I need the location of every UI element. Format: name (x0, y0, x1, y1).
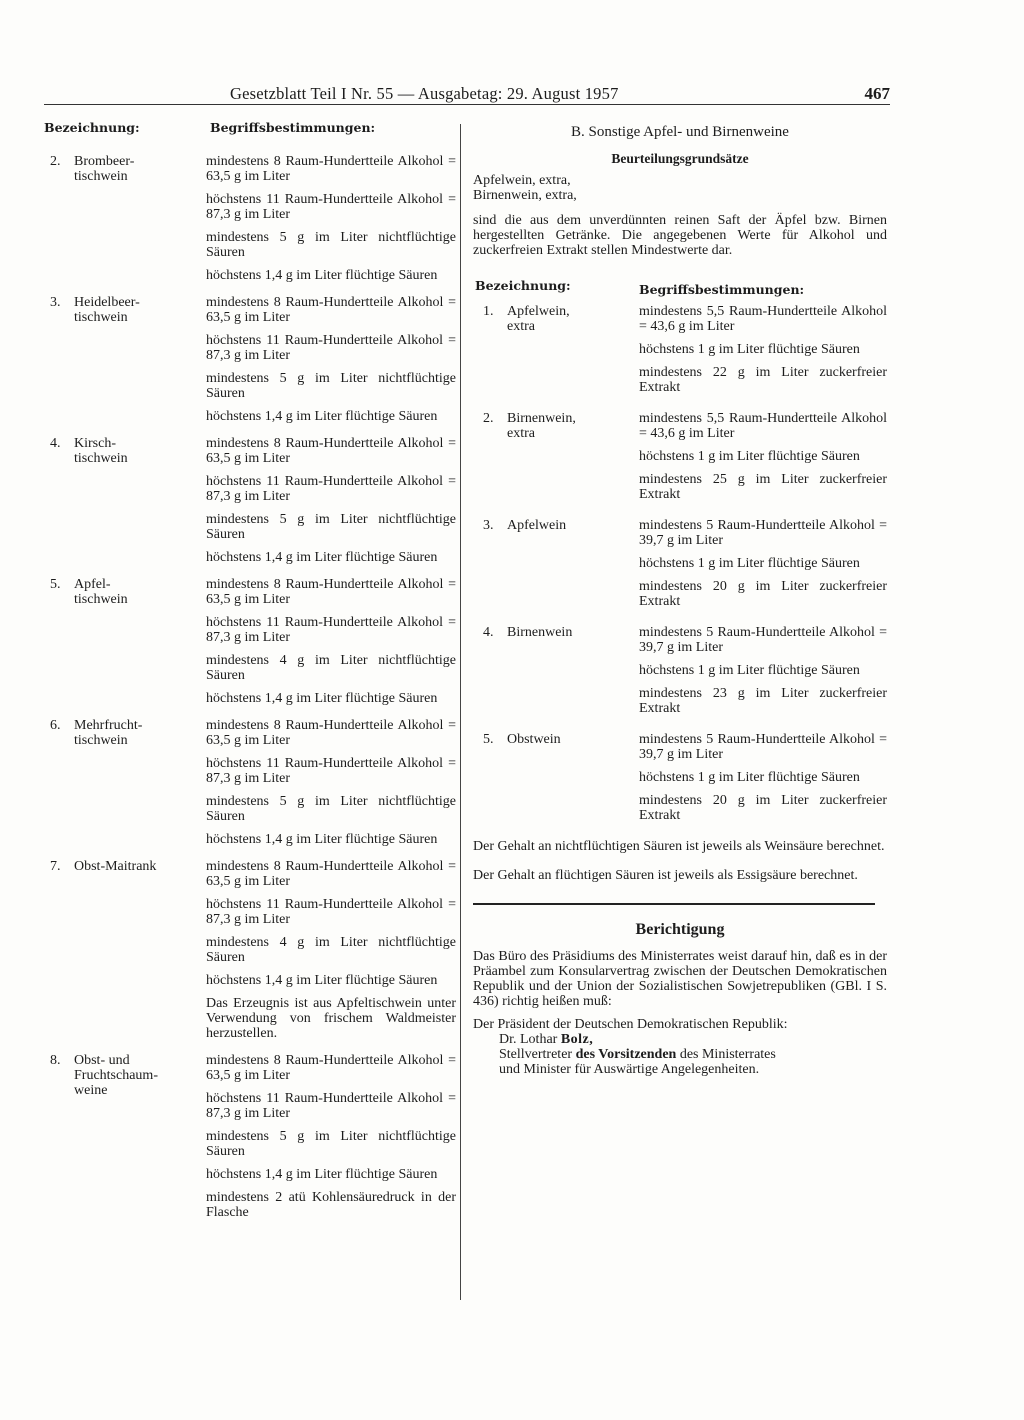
definition-line: mindestens 5 Raum-Hundertteile Alkohol = 39,7 g im Liter (639, 732, 887, 762)
definition-line: höchstens 1 g im Liter flüchtige Säuren (639, 556, 860, 571)
entry-item (44, 859, 456, 1041)
intro-line-1: Apfelwein, extra, (473, 173, 571, 188)
entry-name: Apfel- tischwein (74, 577, 128, 607)
entry-definitions (639, 304, 887, 395)
definition-line: höchstens 1 g im Liter flüchtige Säuren (639, 342, 860, 357)
entry-number: 2. (483, 411, 494, 426)
definition-line: höchstens 11 Raum-Hundertteile Alkohol = 87,3 g im Liter (206, 1091, 456, 1121)
entry-item (44, 436, 456, 565)
role-after: des Ministerrates (679, 1047, 776, 1062)
entry-name: Obstwein (507, 732, 561, 747)
definition-line: höchstens 11 Raum-Hundertteile Alkohol = 87,3 g im Liter (206, 897, 456, 927)
right-column (473, 124, 887, 1077)
definition-line: mindestens 8 Raum-Hundertteile Alkohol = 63,5 g im Liter (206, 859, 456, 889)
definition-line: mindestens 5 Raum-Hundertteile Alkohol = 39,7 g im Liter (639, 518, 887, 548)
definition-line: mindestens 8 Raum-Hundertteile Alkohol = 63,5 g im Liter (206, 718, 456, 748)
definition-line: mindestens 2 atü Kohlensäuredruck in der Flasche (206, 1190, 456, 1220)
definition-line: höchstens 1 g im Liter flüchtige Säuren (639, 449, 860, 464)
entry-number: 5. (483, 732, 494, 747)
entry-definitions (206, 295, 456, 424)
definition-line: mindestens 22 g im Liter zuckerfreier Extrakt (639, 365, 887, 395)
definition-line: mindestens 5 g im Liter nichtflüchtige Säuren (206, 1129, 456, 1159)
entry-definitions (639, 518, 887, 609)
definition-line: mindestens 8 Raum-Hundertteile Alkohol = 63,5 g im Liter (206, 1053, 456, 1083)
entry-definitions (639, 732, 887, 823)
heading-bezeichnung-right: Bezeichnung: (475, 278, 571, 293)
definition-line: höchstens 1,4 g im Liter flüchtige Säuren (206, 550, 438, 565)
entry-item (44, 1053, 456, 1220)
entry-name: Brombeer- tischwein (74, 154, 135, 184)
entry-number: 5. (50, 577, 61, 592)
entry-definitions (206, 577, 456, 706)
note-nichtfluechtige: Der Gehalt an nichtflüchtigen Säuren ist jeweils als Weinsäure berechnet. (473, 839, 885, 854)
definition-line: mindestens 20 g im Liter zuckerfreier Extrakt (639, 793, 887, 823)
right-column-headings (473, 274, 887, 304)
definition-line: mindestens 25 g im Liter zuckerfreier Extrakt (639, 472, 887, 502)
definition-line: höchstens 1,4 g im Liter flüchtige Säuren (206, 409, 438, 424)
entry-name: Heidelbeer- tischwein (74, 295, 140, 325)
entry-name: Obst-Maitrank (74, 859, 157, 874)
page-number: 467 (864, 84, 890, 103)
entry-item (473, 411, 887, 502)
entry-number: 3. (50, 295, 61, 310)
entry-name: Birnenwein (507, 625, 573, 640)
section-divider (473, 903, 875, 905)
entry-name: Birnenwein, extra (507, 411, 576, 441)
entry-number: 8. (50, 1053, 61, 1068)
entry-item (44, 577, 456, 706)
signatory-name (473, 1032, 887, 1047)
entry-number: 4. (483, 625, 494, 640)
definition-line: höchstens 1,4 g im Liter flüchtige Säuren (206, 1167, 438, 1182)
praesident-line: Der Präsident der Deutschen Demokratischen Republik: (473, 1017, 788, 1032)
entry-name: Apfelwein, extra (507, 304, 570, 334)
entry-item (44, 154, 456, 283)
definition-line: mindestens 5,5 Raum-Hundertteile Alkohol = 43,6 g im Liter (639, 411, 887, 441)
heading-bezeichnung: Bezeichnung: (44, 120, 140, 135)
signatory-surname: Bolz, (560, 1032, 594, 1047)
entry-number: 3. (483, 518, 494, 533)
header-rule (44, 104, 890, 105)
signatory-name-prefix: Dr. Lothar (499, 1032, 558, 1047)
entry-item (473, 625, 887, 716)
role-before: Stellvertreter (499, 1047, 573, 1062)
left-entry-list (44, 154, 456, 1220)
entry-number: 2. (50, 154, 61, 169)
definition-line: mindestens 5,5 Raum-Hundertteile Alkohol = 43,6 g im Liter (639, 304, 887, 334)
entry-name: Apfelwein (507, 518, 567, 533)
definition-line: mindestens 23 g im Liter zuckerfreier Extrakt (639, 686, 887, 716)
definition-line: mindestens 4 g im Liter nichtflüchtige Säuren (206, 935, 456, 965)
entry-definitions (206, 1053, 456, 1220)
left-column-headings (44, 112, 456, 134)
definition-line: mindestens 5 Raum-Hundertteile Alkohol = 39,7 g im Liter (639, 625, 887, 655)
definition-line: höchstens 11 Raum-Hundertteile Alkohol = 87,3 g im Liter (206, 756, 456, 786)
intro-text: sind die aus dem unverdünnten reinen Saft der Äpfel bzw. Birnen hergestellten Getränke. Die angegebenen Werte für Alkohol und zuckerfreien Extrakt stellen Mindestwerte dar. (473, 213, 887, 258)
entry-name: Obst- und Fruchtschaum- weine (74, 1053, 158, 1098)
entry-definitions (206, 859, 456, 1041)
header-title: Gesetzblatt Teil I Nr. 55 — Ausgabetag: 29. August 1957 (230, 84, 619, 103)
entry-definitions (639, 625, 887, 716)
entry-number: 4. (50, 436, 61, 451)
definition-line: mindestens 8 Raum-Hundertteile Alkohol = 63,5 g im Liter (206, 436, 456, 466)
page-header (44, 80, 890, 106)
definition-line: höchstens 1 g im Liter flüchtige Säuren (639, 663, 860, 678)
definition-line: höchstens 11 Raum-Hundertteile Alkohol = 87,3 g im Liter (206, 192, 456, 222)
entry-definitions (206, 154, 456, 283)
subheading: Beurteilungsgrundsätze (611, 151, 749, 166)
berichtigung-title: Berichtigung (635, 921, 725, 938)
definition-line: mindestens 20 g im Liter zuckerfreier Extrakt (639, 579, 887, 609)
definition-line: mindestens 8 Raum-Hundertteile Alkohol = 63,5 g im Liter (206, 577, 456, 607)
entry-number: 6. (50, 718, 61, 733)
definition-line: mindestens 4 g im Liter nichtflüchtige Säuren (206, 653, 456, 683)
entry-definitions (639, 411, 887, 502)
heading-begriffsbestimmungen: Begriffsbestimmungen: (210, 120, 376, 135)
column-divider (460, 124, 461, 1300)
signatory-role-line2: und Minister für Auswärtige Angelegenheiten. (499, 1062, 760, 1077)
definition-line: mindestens 5 g im Liter nichtflüchtige Säuren (206, 230, 456, 260)
intro-line-2: Birnenwein, extra, (473, 188, 577, 203)
entry-name: Kirsch- tischwein (74, 436, 128, 466)
entry-item (473, 518, 887, 609)
definition-line: höchstens 1,4 g im Liter flüchtige Säuren (206, 691, 438, 706)
definition-line: mindestens 8 Raum-Hundertteile Alkohol = 63,5 g im Liter (206, 295, 456, 325)
section-title: B. Sonstige Apfel- und Birnenweine (571, 124, 789, 140)
definition-line: mindestens 8 Raum-Hundertteile Alkohol = 63,5 g im Liter (206, 154, 456, 184)
entry-item (473, 732, 887, 823)
role-bold: des Vorsitzenden (575, 1047, 677, 1062)
definition-line: höchstens 1,4 g im Liter flüchtige Säuren (206, 268, 438, 283)
entry-note: Das Erzeugnis ist aus Apfeltischwein unter Verwendung von frischem Waldmeister herzustellen. (206, 996, 456, 1041)
entry-number: 7. (50, 859, 61, 874)
signatory-role (473, 1047, 887, 1062)
left-column (44, 112, 456, 1232)
definition-line: höchstens 11 Raum-Hundertteile Alkohol = 87,3 g im Liter (206, 474, 456, 504)
definition-line: höchstens 1 g im Liter flüchtige Säuren (639, 770, 860, 785)
definition-line: mindestens 5 g im Liter nichtflüchtige Säuren (206, 512, 456, 542)
heading-begriffsbestimmungen-right: Begriffsbestimmungen: (639, 282, 805, 297)
berichtigung-text: Das Büro des Präsidiums des Ministerrates weist darauf hin, daß es in der Präambel zum Konsularvertrag zwischen der Deutschen Demokratischen Republik und der Union der Sozialistischen Sowjetrepubliken (GBl. I S. 436) richtig heißen muß: (473, 949, 887, 1009)
entry-definitions (206, 436, 456, 565)
definition-line: höchstens 11 Raum-Hundertteile Alkohol = 87,3 g im Liter (206, 615, 456, 645)
definition-line: höchstens 1,4 g im Liter flüchtige Säuren (206, 832, 438, 847)
entry-number: 1. (483, 304, 494, 319)
definition-line: höchstens 1,4 g im Liter flüchtige Säuren (206, 973, 438, 988)
definition-line: mindestens 5 g im Liter nichtflüchtige Säuren (206, 794, 456, 824)
note-fluechtige: Der Gehalt an flüchtigen Säuren ist jeweils als Essigsäure berechnet. (473, 868, 858, 883)
entry-item (473, 304, 887, 395)
entry-name: Mehrfrucht- tischwein (74, 718, 143, 748)
right-entry-list (473, 304, 887, 823)
entry-item (44, 295, 456, 424)
entry-definitions (206, 718, 456, 847)
entry-item (44, 718, 456, 847)
definition-line: mindestens 5 g im Liter nichtflüchtige Säuren (206, 371, 456, 401)
definition-line: höchstens 11 Raum-Hundertteile Alkohol = 87,3 g im Liter (206, 333, 456, 363)
